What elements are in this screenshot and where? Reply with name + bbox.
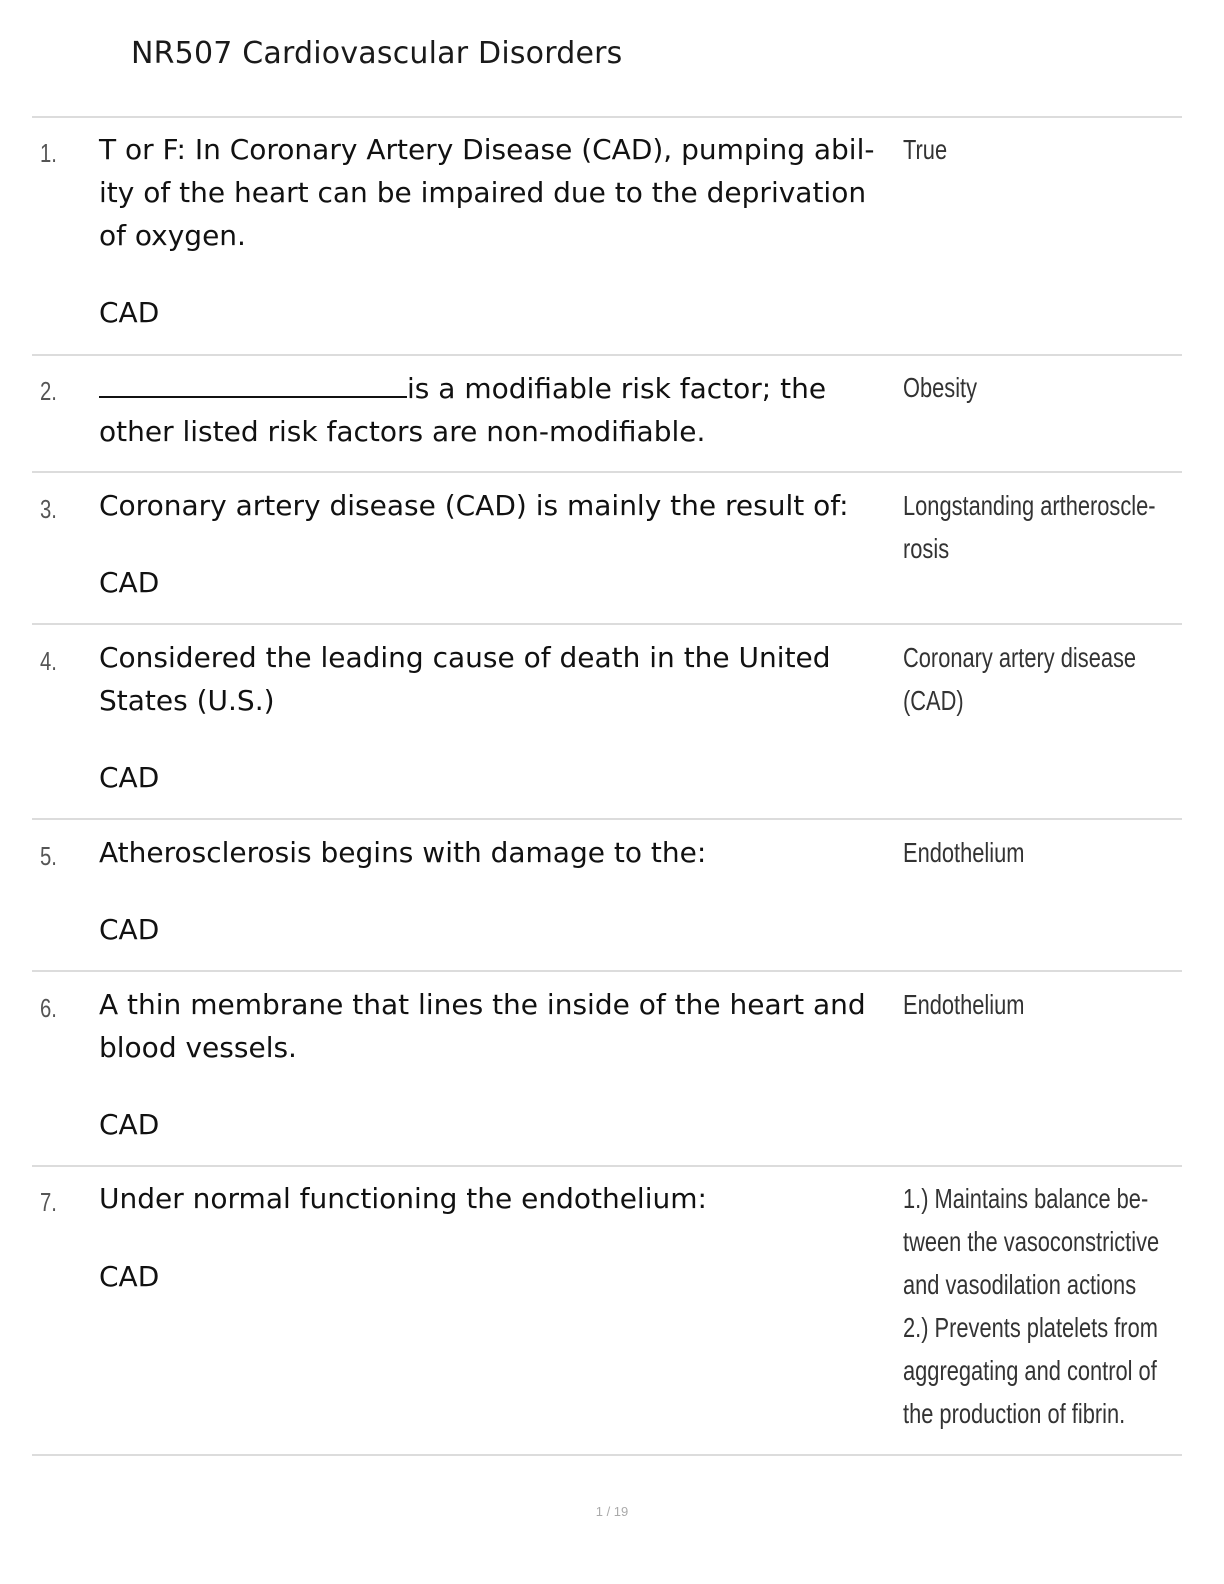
card-answer: True [903,134,948,165]
card-tag: CAD [99,1108,160,1141]
card-number: 1. [40,138,57,168]
card-question: A thin membrane that lines the inside of the heart and blood vessels. [99,988,866,1064]
card-answer: Coronary artery disease (CAD) [903,642,1137,716]
card-answer: Endothelium [903,989,1025,1020]
card-answer: 1.) Maintains balance be- tween the vasoconstrictive and vasodilation actions 2.) Prevents platelets from aggregating and control of the production of fibrin. [903,1183,1160,1429]
card-answer: Longstanding artheroscle- rosis [903,490,1156,564]
fill-in-blank [99,366,407,398]
card-question: Atherosclerosis begins with damage to the: [99,836,707,869]
page-number: 1 / 19 [595,1504,629,1519]
card-question: Coronary artery disease (CAD) is mainly the result of: [99,489,849,522]
divider [32,1165,1182,1167]
card-number: 5. [40,841,57,871]
divider [32,623,1182,625]
card-tag: CAD [99,913,160,946]
card-number: 7. [40,1187,57,1217]
card-answer: Endothelium [903,837,1025,868]
divider [32,1454,1182,1456]
card-question-text: is a modifiable risk factor; the [407,372,827,405]
card-tag: CAD [99,761,160,794]
divider [32,818,1182,820]
card-question [99,366,905,453]
document-title: NR507 Cardiovascular Disorders [131,36,623,71]
card-number: 2. [40,376,57,406]
divider [32,970,1182,972]
card-tag: CAD [99,296,160,329]
card-tag: CAD [99,1260,160,1293]
divider [32,471,1182,473]
divider [32,116,1182,118]
card-tag: CAD [99,566,160,599]
card-question: Considered the leading cause of death in the United States (U.S.) [99,641,831,717]
divider [32,354,1182,356]
card-answer: Obesity [903,372,978,403]
card-number: 6. [40,993,57,1023]
card-number: 3. [40,494,57,524]
card-question: Under normal functioning the endothelium: [99,1182,707,1215]
card-question: T or F: In Coronary Artery Disease (CAD), pumping abil- ity of the heart can be impaired due to the deprivation of oxygen. [99,133,875,252]
card-question-text-line2: other listed risk factors are non-modifiable. [99,415,706,448]
card-number: 4. [40,646,57,676]
